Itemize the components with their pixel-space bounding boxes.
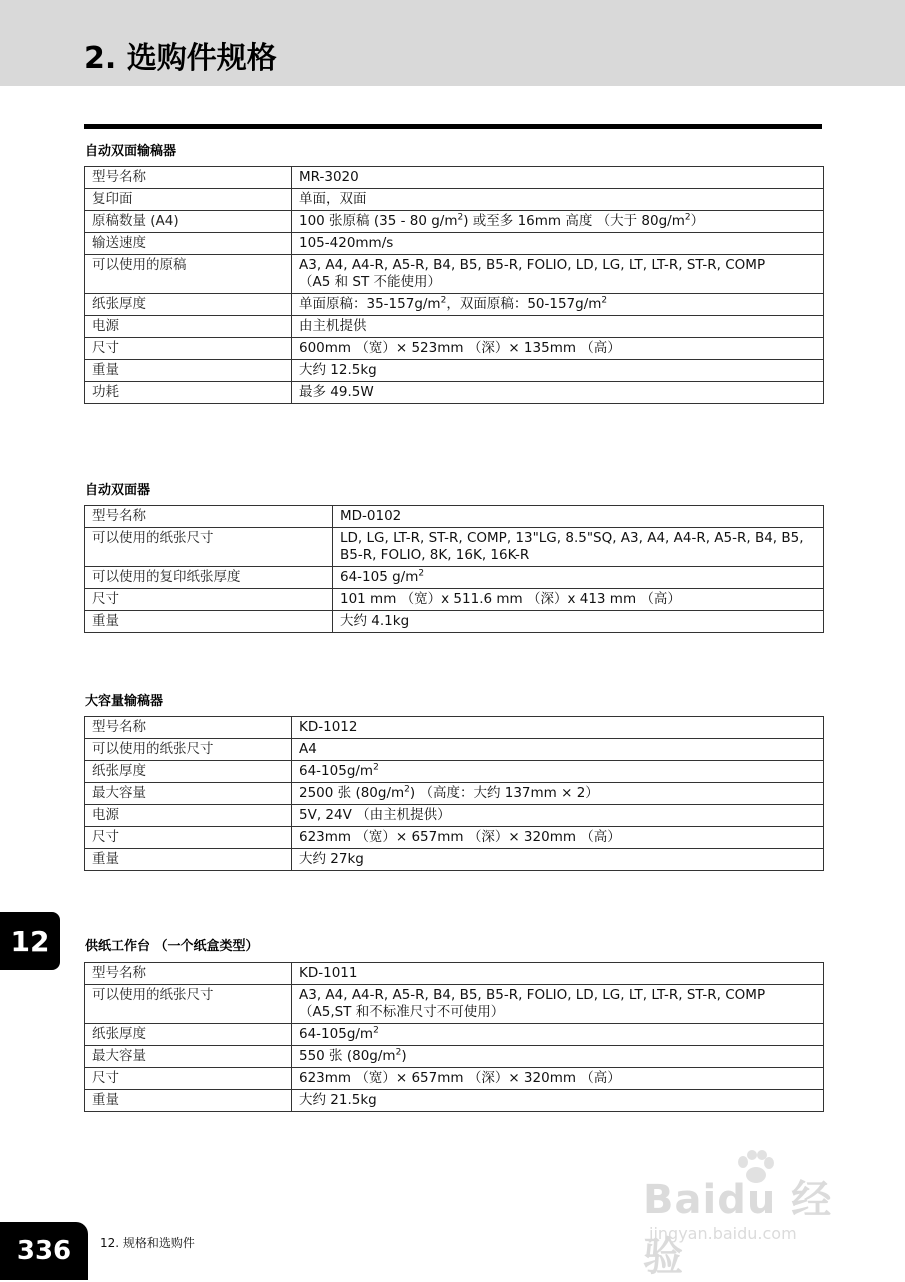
table-row	[85, 316, 824, 338]
table-row	[85, 761, 824, 783]
spec-table-adf	[84, 166, 824, 404]
spec-label: 输送速度	[85, 233, 292, 255]
baidu-watermark	[643, 1150, 863, 1280]
table-row	[85, 827, 824, 849]
section-heading-lcf: 大容量输稿器	[85, 694, 164, 709]
table-row	[85, 189, 824, 211]
spec-label: 可以使用的纸张尺寸	[85, 739, 292, 761]
spec-label: 型号名称	[85, 717, 292, 739]
table-row	[85, 360, 824, 382]
spec-value: A4	[292, 739, 824, 761]
spec-value: 105-420mm/s	[292, 233, 824, 255]
spec-value: KD-1011	[292, 963, 824, 985]
spec-value: 2500 张 $(80g/m^2)$ （高度：大约 137mm × 2）	[292, 783, 824, 805]
spec-value: 最多 49.5W	[292, 382, 824, 404]
spec-value: 64-105 $g/m^2$	[333, 567, 824, 589]
spec-label: 最大容量	[85, 1046, 292, 1068]
spec-label: 原稿数量 (A4)	[85, 211, 292, 233]
spec-label: 可以使用的复印纸张厚度	[85, 567, 333, 589]
page-number: 336	[0, 1222, 88, 1280]
table-row	[85, 717, 824, 739]
spec-label: 纸张厚度	[85, 1024, 292, 1046]
spec-label: 重量	[85, 360, 292, 382]
spec-label: 型号名称	[85, 963, 292, 985]
spec-value: 100 张原稿 (35 - 80 $g/m^2$) 或至多 16mm 高度 （大于 $80g/m^2$）	[292, 211, 824, 233]
section-heading-duplexer: 自动双面器	[85, 483, 151, 498]
spec-value: 单面，双面	[292, 189, 824, 211]
table-row	[85, 167, 824, 189]
spec-label: 纸张厚度	[85, 294, 292, 316]
spec-value: 大约 4.1kg	[333, 611, 824, 633]
spec-value: A3, A4, A4-R, A5-R, B4, B5, B5-R, FOLIO, LD, LG, LT, LT-R, ST-R, COMP （A5,ST 和不标准尺寸不可使用）	[292, 985, 824, 1024]
spec-label: 型号名称	[85, 506, 333, 528]
section-heading-paper-feed-pedestal: 供纸工作台 （一个纸盒类型）	[85, 939, 259, 954]
spec-value: 大约 27kg	[292, 849, 824, 871]
spec-value: $64-105g/m^2$	[292, 761, 824, 783]
spec-label: 最大容量	[85, 783, 292, 805]
spec-value: 单面原稿：$35-157g/m^2$，双面原稿：$50-157g/m^2$	[292, 294, 824, 316]
table-row	[85, 1068, 824, 1090]
spec-label: 重量	[85, 1090, 292, 1112]
spec-label: 型号名称	[85, 167, 292, 189]
spec-value: MD-0102	[333, 506, 824, 528]
table-row	[85, 255, 824, 294]
spec-value: 大约 21.5kg	[292, 1090, 824, 1112]
watermark-url: jingyan.baidu.com	[649, 1224, 797, 1243]
spec-table-paper-feed-pedestal	[84, 962, 824, 1112]
table-row	[85, 338, 824, 360]
table-row	[85, 739, 824, 761]
spec-value: 由主机提供	[292, 316, 824, 338]
spec-label: 电源	[85, 805, 292, 827]
table-row	[85, 985, 824, 1024]
page-title: 2. 选购件规格	[84, 41, 277, 76]
spec-label: 尺寸	[85, 1068, 292, 1090]
spec-value: LD, LG, LT-R, ST-R, COMP, 13"LG, 8.5"SQ, A3, A4, A4-R, A5-R, B4, B5, B5-R, FOLIO, 8K, 16K, 16K-R	[333, 528, 824, 567]
table-row	[85, 1090, 824, 1112]
table-row	[85, 849, 824, 871]
table-row	[85, 382, 824, 404]
spec-value: 623mm （宽）× 657mm （深）× 320mm （高）	[292, 1068, 824, 1090]
spec-value: MR-3020	[292, 167, 824, 189]
spec-value: 600mm （宽）× 523mm （深）× 135mm （高）	[292, 338, 824, 360]
spec-table-duplexer	[84, 505, 824, 633]
table-row	[85, 589, 824, 611]
table-row	[85, 567, 824, 589]
watermark-logo-text: Baidu 经验	[643, 1177, 833, 1280]
spec-label: 尺寸	[85, 589, 333, 611]
spec-label: 重量	[85, 849, 292, 871]
spec-label: 尺寸	[85, 827, 292, 849]
spec-value: 大约 12.5kg	[292, 360, 824, 382]
spec-value: 550 张 $(80g/m^2)$	[292, 1046, 824, 1068]
chapter-tab: 12	[0, 912, 60, 970]
table-row	[85, 805, 824, 827]
spec-label: 复印面	[85, 189, 292, 211]
spec-table-lcf	[84, 716, 824, 871]
spec-value: KD-1012	[292, 717, 824, 739]
table-row	[85, 211, 824, 233]
spec-label: 电源	[85, 316, 292, 338]
spec-label: 纸张厚度	[85, 761, 292, 783]
table-row	[85, 963, 824, 985]
spec-value: $64-105g/m^2$	[292, 1024, 824, 1046]
table-row	[85, 233, 824, 255]
spec-label: 可以使用的纸张尺寸	[85, 528, 333, 567]
spec-label: 尺寸	[85, 338, 292, 360]
footer-chapter-title: 12. 规格和选购件	[100, 1236, 195, 1250]
table-row	[85, 294, 824, 316]
table-row	[85, 506, 824, 528]
spec-label: 可以使用的纸张尺寸	[85, 985, 292, 1024]
spec-value: A3, A4, A4-R, A5-R, B4, B5, B5-R, FOLIO, LD, LG, LT, LT-R, ST-R, COMP （A5 和 ST 不能使用）	[292, 255, 824, 294]
section-rule	[84, 124, 822, 129]
table-row	[85, 1024, 824, 1046]
table-row	[85, 1046, 824, 1068]
spec-value: 5V, 24V （由主机提供）	[292, 805, 824, 827]
table-row	[85, 528, 824, 567]
table-row	[85, 783, 824, 805]
spec-label: 重量	[85, 611, 333, 633]
table-row	[85, 611, 824, 633]
spec-value: 101 mm （宽）x 511.6 mm （深）x 413 mm （高）	[333, 589, 824, 611]
spec-value: 623mm （宽）× 657mm （深）× 320mm （高）	[292, 827, 824, 849]
spec-label: 可以使用的原稿	[85, 255, 292, 294]
spec-label: 功耗	[85, 382, 292, 404]
section-heading-adf: 自动双面输稿器	[85, 144, 177, 159]
